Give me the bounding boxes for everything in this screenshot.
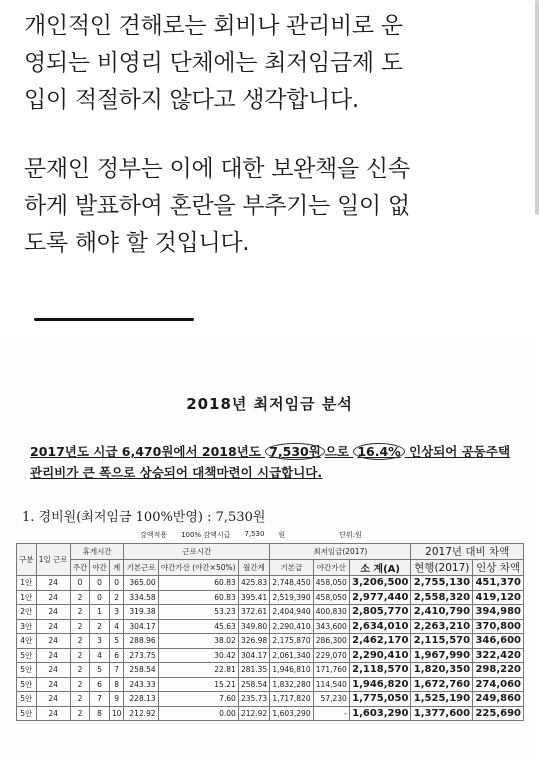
- col-header: 1일 근로: [36, 544, 70, 576]
- table-cell: 212.92: [238, 706, 269, 721]
- table-row: [17, 677, 524, 692]
- table-cell: 10: [109, 706, 124, 721]
- summary-pct-circled: 16.4%: [353, 443, 404, 460]
- wage-table: [16, 543, 524, 721]
- table-cell: 7.60: [158, 692, 238, 707]
- table-cell: 458,050: [313, 590, 349, 605]
- table-cell: 419,120: [473, 590, 524, 605]
- table-cell: 4: [90, 648, 110, 663]
- table-cell: 3,206,500: [349, 576, 411, 591]
- summary-text: 으로: [324, 444, 354, 459]
- table-cell: 60.83: [158, 576, 238, 591]
- rate-unit: 원: [278, 531, 286, 539]
- table-cell: 322,420: [473, 648, 524, 663]
- table-cell: 2,061,340: [270, 648, 313, 663]
- table-row: [17, 590, 524, 605]
- table-cell: 286,300: [313, 634, 349, 649]
- table-cell: 2: [90, 619, 110, 634]
- summary-wage-circled: 7,530원: [265, 443, 325, 460]
- table-cell: 24: [36, 677, 70, 692]
- table-row: [17, 576, 524, 591]
- table-cell: 171,760: [313, 663, 349, 678]
- table-cell: 1,525,190: [411, 692, 473, 707]
- table-cell: 24: [36, 619, 70, 634]
- table-cell: 2: [70, 605, 90, 620]
- table-cell: 0.00: [158, 706, 238, 721]
- table-cell: 229,070: [313, 648, 349, 663]
- table-cell: 22.81: [158, 663, 238, 678]
- table-cell: 38.02: [158, 634, 238, 649]
- table-cell: 370,800: [473, 619, 524, 634]
- table-cell: 5안: [17, 663, 37, 678]
- table-cell: 2: [70, 663, 90, 678]
- table-cell: 258.54: [124, 663, 158, 678]
- table-cell: 1,377,600: [411, 706, 473, 721]
- table-cell: 2,977,440: [349, 590, 411, 605]
- table-cell: 2,748,450: [270, 576, 313, 591]
- table-row: [17, 648, 524, 663]
- rate-value: 7,530: [244, 530, 265, 538]
- table-cell: 2,755,130: [411, 576, 473, 591]
- table-cell: 5: [109, 634, 124, 649]
- table-body: [17, 576, 524, 721]
- table-cell: 365.00: [124, 576, 158, 591]
- table-cell: 394,980: [473, 605, 524, 620]
- table-cell: 8: [109, 677, 124, 692]
- table-cell: 2: [70, 692, 90, 707]
- scrollbar[interactable]: [535, 0, 539, 215]
- table-cell: 258.54: [238, 677, 269, 692]
- table-cell: 2: [109, 590, 124, 605]
- table-cell: 7: [109, 663, 124, 678]
- table-cell: 2,558,320: [411, 590, 473, 605]
- group-header: 최저임금(2017): [270, 544, 411, 560]
- table-cell: 1,717,820: [270, 692, 313, 707]
- table-cell: 334.58: [124, 590, 158, 605]
- table-cell: 2: [70, 706, 90, 721]
- table-row: [17, 619, 524, 634]
- table-cell: 2,462,170: [349, 634, 411, 649]
- table-cell: 6: [90, 677, 110, 692]
- table-cell: 1,672,760: [411, 677, 473, 692]
- divider: [34, 318, 194, 321]
- table-cell: 400,830: [313, 605, 349, 620]
- table-cell: 2,290,410: [270, 619, 313, 634]
- table-cell: 281.35: [238, 663, 269, 678]
- table-cell: 1,967,990: [411, 648, 473, 663]
- doc-title: 2018년 최저임금 분석: [186, 395, 353, 413]
- table-cell: 24: [36, 648, 70, 663]
- table-cell: 1,832,280: [270, 677, 313, 692]
- table-cell: 2안: [17, 605, 37, 620]
- table-cell: 5: [90, 663, 110, 678]
- table-cell: 1,775,050: [349, 692, 411, 707]
- table-cell: 6: [109, 648, 124, 663]
- sub-header: 주간: [70, 560, 90, 576]
- table-cell: 3: [90, 634, 110, 649]
- table-cell: 288.96: [124, 634, 158, 649]
- table-cell: 2: [70, 677, 90, 692]
- sub-header: 기본급: [270, 560, 313, 576]
- table-cell: 5안: [17, 706, 37, 721]
- doc-summary: [30, 441, 530, 483]
- summary-line-1: [30, 441, 530, 462]
- sub-header: 야간가산: [313, 560, 349, 576]
- table-cell: 2: [70, 648, 90, 663]
- table-cell: 425.83: [238, 576, 269, 591]
- table-cell: 53.23: [158, 605, 238, 620]
- table-row: [17, 605, 524, 620]
- post-line: 도록 해야 할 것입니다.: [24, 230, 250, 256]
- table-cell: 24: [36, 692, 70, 707]
- group-header: 휴게시간: [70, 544, 124, 560]
- table-cell: 45.63: [158, 619, 238, 634]
- summary-line-2: 관리비가 큰 폭으로 상승되어 대책마련이 시급합니다.: [30, 465, 323, 480]
- table-cell: 24: [36, 590, 70, 605]
- table-cell: 60.83: [158, 590, 238, 605]
- sub-header: 기본근로: [124, 560, 158, 576]
- table-row: [17, 692, 524, 707]
- table-cell: 395.41: [238, 590, 269, 605]
- table-cell: 349.80: [238, 619, 269, 634]
- table-cell: 0: [109, 576, 124, 591]
- table-cell: 9: [109, 692, 124, 707]
- table-cell: 212.92: [124, 706, 158, 721]
- table-cell: 458,050: [313, 576, 349, 591]
- table-cell: 304.17: [124, 619, 158, 634]
- table-cell: 1,946,820: [349, 677, 411, 692]
- table-cell: 24: [36, 706, 70, 721]
- table-cell: 0: [90, 590, 110, 605]
- table-cell: 243.33: [124, 677, 158, 692]
- table-cell: 5안: [17, 692, 37, 707]
- table-cell: 2,634,010: [349, 619, 411, 634]
- table-cell: 274,060: [473, 677, 524, 692]
- table-cell: 343,600: [313, 619, 349, 634]
- sub-header: 인상 차액: [473, 560, 524, 576]
- table-row: [17, 706, 524, 721]
- summary-text: 2017년도 시급 6,470원에서 2018년도: [30, 444, 266, 459]
- table-cell: 24: [36, 634, 70, 649]
- post-line: 개인적인 견해로는 회비나 관리비로 운: [24, 13, 403, 39]
- table-cell: 24: [36, 605, 70, 620]
- table-cell: 57,230: [313, 692, 349, 707]
- table-cell: 298,220: [473, 663, 524, 678]
- table-cell: 2,290,410: [349, 648, 411, 663]
- table-cell: 24: [36, 576, 70, 591]
- table-cell: 319.38: [124, 605, 158, 620]
- table-cell: 326.98: [238, 634, 269, 649]
- table-cell: 1안: [17, 590, 37, 605]
- section-title: 1. 경비원(최저임금 100%반영) : 7,530원: [22, 510, 266, 525]
- table-cell: 114,540: [313, 677, 349, 692]
- group-header: 근로시간: [124, 544, 270, 560]
- table-cell: 1: [90, 605, 110, 620]
- table-cell: 1,603,290: [349, 706, 411, 721]
- sub-header: 야간: [90, 560, 110, 576]
- sub-header: 계: [109, 560, 124, 576]
- table-cell: 8: [90, 706, 110, 721]
- col-header: 구분: [17, 544, 37, 576]
- table-cell: 451,370: [473, 576, 524, 591]
- table-cell: 7: [90, 692, 110, 707]
- table-cell: 228.13: [124, 692, 158, 707]
- table-cell: 3안: [17, 619, 37, 634]
- post-line: 입이 적절하지 않다고 생각합니다.: [24, 87, 359, 113]
- table-cell: 3: [109, 605, 124, 620]
- sub-header: 현행(2017): [411, 560, 473, 576]
- sub-header: 소 계(A): [349, 560, 411, 576]
- table-cell: 372.61: [238, 605, 269, 620]
- rate-label: 강액적용: [140, 531, 168, 539]
- table-cell: 1안: [17, 576, 37, 591]
- table-cell: 5안: [17, 677, 37, 692]
- table-row: [17, 634, 524, 649]
- table-cell: 2,118,570: [349, 663, 411, 678]
- table-cell: 2: [70, 634, 90, 649]
- table-row: [17, 663, 524, 678]
- post-line: 문재인 정부는 이에 대한 보완책을 신속: [24, 156, 410, 182]
- table-cell: 5안: [17, 648, 37, 663]
- table-cell: 2,115,570: [411, 634, 473, 649]
- table-cell: 2,519,390: [270, 590, 313, 605]
- table-cell: 304.17: [238, 648, 269, 663]
- post-line: 하게 발표하여 혼란을 부추기는 일이 없: [24, 193, 410, 219]
- table-cell: 4: [109, 619, 124, 634]
- table-cell: 0: [70, 576, 90, 591]
- rate-row: [140, 530, 362, 540]
- table-cell: 24: [36, 663, 70, 678]
- summary-text: 인상되어 공동주택: [404, 444, 511, 459]
- table-cell: 2: [70, 590, 90, 605]
- table-cell: 0: [90, 576, 110, 591]
- table-cell: 2: [70, 619, 90, 634]
- group-header: 2017년 대비 차액: [411, 544, 524, 560]
- unit-label: 단위:원: [339, 531, 362, 539]
- table-cell: 1,946,810: [270, 663, 313, 678]
- table-cell: 2,410,790: [411, 605, 473, 620]
- table-cell: 225,690: [473, 706, 524, 721]
- table-cell: -: [313, 706, 349, 721]
- document-image: [0, 335, 539, 757]
- table-cell: 1,603,290: [270, 706, 313, 721]
- table-cell: 2,805,770: [349, 605, 411, 620]
- table-cell: 2,263,210: [411, 619, 473, 634]
- sub-header: 월간계: [238, 560, 269, 576]
- post-text: [24, 8, 524, 262]
- sub-header: 야간가산 (야간×50%): [158, 560, 238, 576]
- table-cell: 30.42: [158, 648, 238, 663]
- table-cell: 15.21: [158, 677, 238, 692]
- table-cell: 2,175,870: [270, 634, 313, 649]
- table-cell: 1,820,350: [411, 663, 473, 678]
- table-cell: 235.73: [238, 692, 269, 707]
- post-line: 영되는 비영리 단체에는 최저임금제 도: [24, 50, 403, 76]
- table-cell: 2,404,940: [270, 605, 313, 620]
- table-cell: 249,860: [473, 692, 524, 707]
- rate-label: 100% 감액시급: [181, 531, 231, 539]
- table-cell: 346,600: [473, 634, 524, 649]
- table-cell: 273.75: [124, 648, 158, 663]
- table-cell: 4안: [17, 634, 37, 649]
